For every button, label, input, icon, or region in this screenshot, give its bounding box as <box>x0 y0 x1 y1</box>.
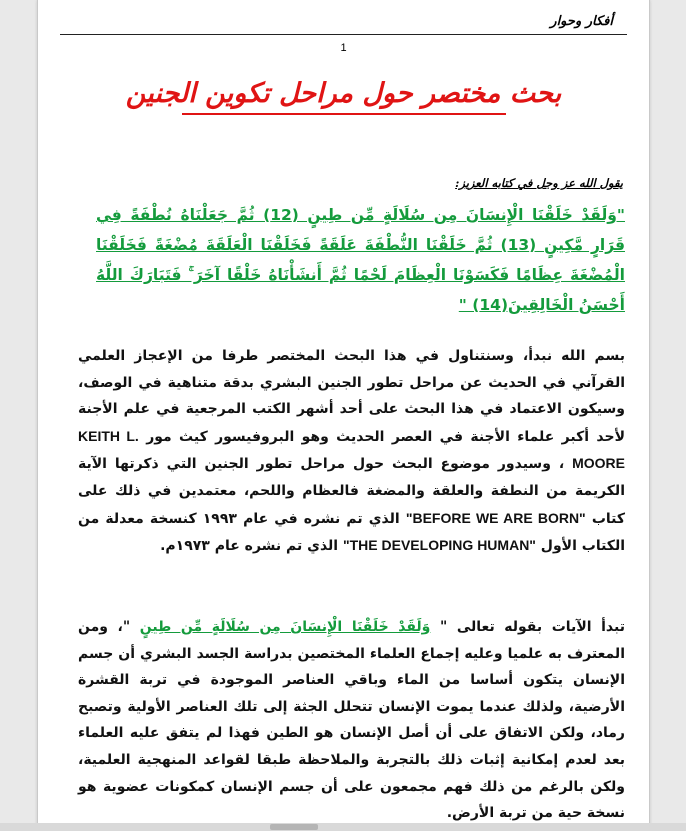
paragraph-1-text-c: الذي تم نشره في عام ١٩٩٣ كنسخة معدلة من الكتاب الأول <box>78 510 625 555</box>
inline-verse: وَلَقَدْ خَلَقْنَا الْإِنسَانَ مِن سُلَالَةٍ مِّن طِينٍ <box>139 619 431 635</box>
scrollbar-thumb[interactable] <box>270 824 318 830</box>
paragraph-2-text-a: تبدأ الآيات بقوله تعالى " <box>430 619 625 635</box>
paragraph-1 <box>78 343 625 560</box>
paragraph-2-text-b: "، ومن المعترف به علميا وعليه إجماع العلماء المختصين بدراسة الجسد البشري أن جسم الإنسان يتكون أساسا من الماء وباقي العناصر الموجودة في تربة القشرة الأرضية، ولذلك عندما يموت الإنسان تتحلل الجثة إلى تلك العناصر الأولية وتصبح رماد، ولكن الاتفاق على أن أصل الإنسان هو الطين فهذا لم يتفق عليه العلماء بعد لعدم إمكانية إثبات ذلك بالتجربة والملاحظة طبقا لقواعد المنهجية العلمية، ولكن بالرغم من ذلك فهم مجمعون على أن جسم الإنسان كمكونات عضوية هو نسخة حية من تربة الأرض. <box>78 619 625 822</box>
document-title: بحث مختصر حول مراحل تكوين الجنين <box>125 78 562 109</box>
paragraph-1-text-b: ، وسيدور موضوع البحث حول مراحل تطور الجنين التي ذكرتها الآية الكريمة من النطفة والعلقة والمضغة فالعظام واللحم، معتمدين في ذلك على كتاب <box>78 456 626 527</box>
document-page <box>37 0 650 831</box>
paragraph-2 <box>78 614 625 827</box>
page-header: أفكار وحوار <box>550 14 613 29</box>
intro-line: يقول الله عز وجل في كتابه العزيز: <box>455 176 623 190</box>
quran-verse: "وَلَقَدْ خَلَقْنَا الْإِنسَانَ مِن سُلَالَةٍ مِّن طِينٍ (12) ثُمَّ جَعَلْنَاهُ نُطْفَةً فِي قَرَارٍ مَّكِينٍ (13) ثُمَّ خَلَقْنَا النُّطْفَةَ عَلَقَةً فَخَلَقْنَا الْعَلَقَةَ مُضْغَةً فَخَلَقْنَا الْمُضْغَةَ عِظَامًا فَكَسَوْنَا الْعِظَامَ لَحْمًا ثُمَّ أَنشَأْنَاهُ خَلْقًا آخَرَ ۚ فَتَبَارَكَ اللَّهُ أَحْسَنُ الْخَالِقِينَ(14) " <box>96 206 625 314</box>
title-underline <box>182 113 506 115</box>
book-title-1: "BEFORE WE ARE BORN" <box>405 509 586 526</box>
page-number: 1 <box>340 42 347 54</box>
paragraph-1-text-d: الذي تم نشره عام ١٩٧٣م. <box>160 538 343 555</box>
author-name-en: KEITH L. MOORE <box>78 427 625 472</box>
header-divider <box>60 34 627 35</box>
paragraph-1-text-a: بسم الله نبدأ، وسنتناول في هذا البحث المختصر طرفا من الإعجاز العلمي القرآني في الحديث عن مراحل تطور الجنين البشري بدقة متناهية في الوصف، وسيكون الاعتماد في هذا البحث على أحد أشهر الكتب المرجعية في علم الأجنة لأحد أكبر علماء الأجنة في العصر الحديث وهو البروفيسور كيث مور <box>78 348 625 445</box>
book-title-2: "THE DEVELOPING HUMAN" <box>342 537 536 554</box>
horizontal-scrollbar[interactable] <box>0 823 686 831</box>
